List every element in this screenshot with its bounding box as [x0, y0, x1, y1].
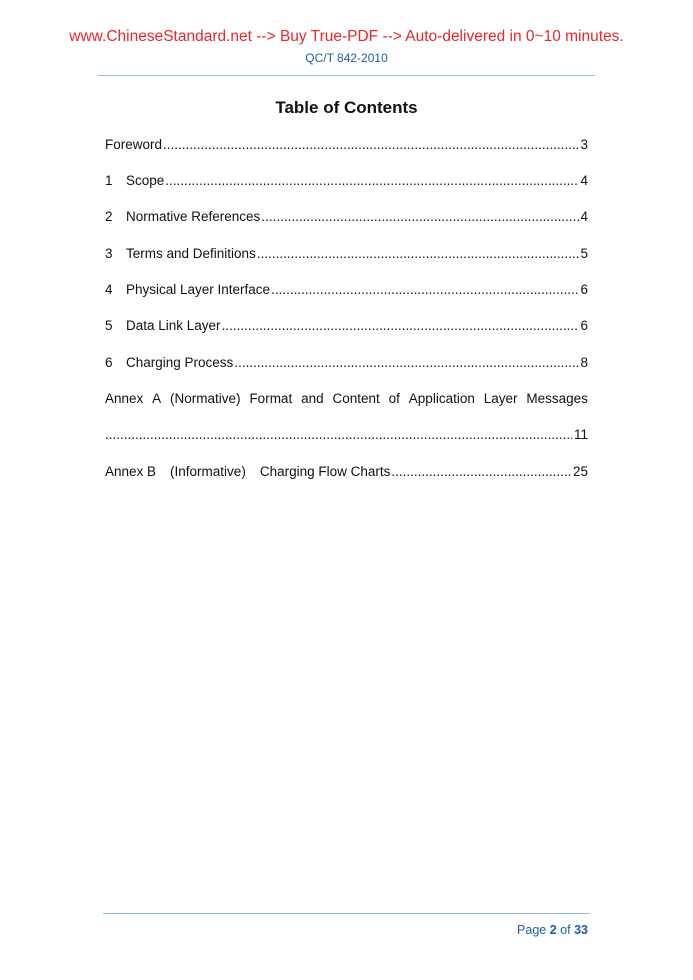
- standard-code: QC/T 842-2010: [305, 51, 388, 65]
- toc-entry-annex-b[interactable]: [105, 463, 588, 481]
- annex-a-word: Annex: [105, 391, 144, 406]
- toc-entry-label: Normative References: [126, 209, 261, 224]
- toc-entry-label: Data Link Layer: [126, 318, 221, 333]
- toc-entry-physical-layer-interface[interactable]: [105, 281, 588, 299]
- toc-entry-label: Foreword: [105, 137, 163, 152]
- annex-a-word: (Normative): [170, 391, 241, 406]
- toc-entry-label: Charging Flow Charts: [259, 464, 391, 479]
- toc-entry-foreword[interactable]: [105, 136, 588, 154]
- toc-entry-number: 5: [105, 318, 113, 333]
- toc-leader-dots: [222, 317, 580, 335]
- page-word: Page: [517, 923, 547, 937]
- toc-entry-normative-references[interactable]: [105, 208, 588, 226]
- toc-entry-label: Scope: [126, 173, 165, 188]
- annex-b-kind: (Informative): [170, 464, 246, 479]
- toc-entry-page: 3: [580, 137, 588, 152]
- toc-entry-data-link-layer[interactable]: [105, 317, 588, 335]
- toc-entry-terms-and-definitions[interactable]: [105, 245, 588, 263]
- toc-entry-page: 11: [573, 427, 588, 442]
- toc-entry-page: 6: [580, 282, 588, 297]
- toc-entry-label: Terms and Definitions: [126, 246, 256, 261]
- toc-entry-number: 4: [105, 282, 113, 297]
- toc-leader-dots: [257, 245, 580, 263]
- annex-a-word: Application: [408, 391, 475, 406]
- toc-entry-page: 25: [572, 464, 588, 479]
- toc-leader-dots: [391, 463, 572, 481]
- toc-entry-number: 6: [105, 355, 113, 370]
- annex-a-word: Layer: [483, 391, 518, 406]
- toc-entry-page: 4: [580, 209, 588, 224]
- toc-leader-dots: [261, 208, 579, 226]
- annex-a-word: Messages: [526, 391, 588, 406]
- footer-divider: [103, 913, 590, 914]
- banner-link[interactable]: www.ChineseStandard.net --> Buy True-PDF --> Auto-delivered in 0~10 minutes.: [69, 28, 624, 45]
- toc-leader-dots: [163, 136, 579, 154]
- annex-a-word: A: [152, 391, 162, 406]
- toc-leader-dots: [165, 172, 579, 190]
- annex-a-word: Content: [332, 391, 380, 406]
- toc-entry-number: 3: [105, 246, 113, 261]
- toc-leader-dots: [234, 354, 579, 372]
- toc-entry-label: Physical Layer Interface: [126, 282, 271, 297]
- toc-leader-dots: [271, 281, 579, 299]
- toc-entry-number: 2: [105, 209, 113, 224]
- page-indicator: [480, 922, 588, 938]
- toc-entry-page: 6: [580, 318, 588, 333]
- toc-title: Table of Contents: [275, 98, 418, 117]
- annex-a-word: of: [388, 391, 400, 406]
- annex-a-word: and: [301, 391, 324, 406]
- toc-entry-page: 8: [580, 355, 588, 370]
- annex-a-word: Format: [249, 391, 293, 406]
- current-page-number: 2: [549, 923, 557, 937]
- toc-entry-label: Charging Process: [126, 355, 234, 370]
- of-word: of: [560, 923, 571, 937]
- toc-entry-scope[interactable]: [105, 172, 588, 190]
- toc-entry-annex-a-leader[interactable]: [105, 426, 588, 444]
- toc-entry-charging-process[interactable]: [105, 354, 588, 372]
- toc-entry-annex-a[interactable]: [105, 390, 588, 408]
- toc-leader-dots: [105, 426, 572, 444]
- toc-entry-number: 1: [105, 173, 113, 188]
- toc-entry-page: 4: [580, 173, 588, 188]
- toc-entry-page: 5: [580, 246, 588, 261]
- total-pages-number: 33: [574, 923, 588, 937]
- annex-b-tag: Annex B: [105, 464, 157, 479]
